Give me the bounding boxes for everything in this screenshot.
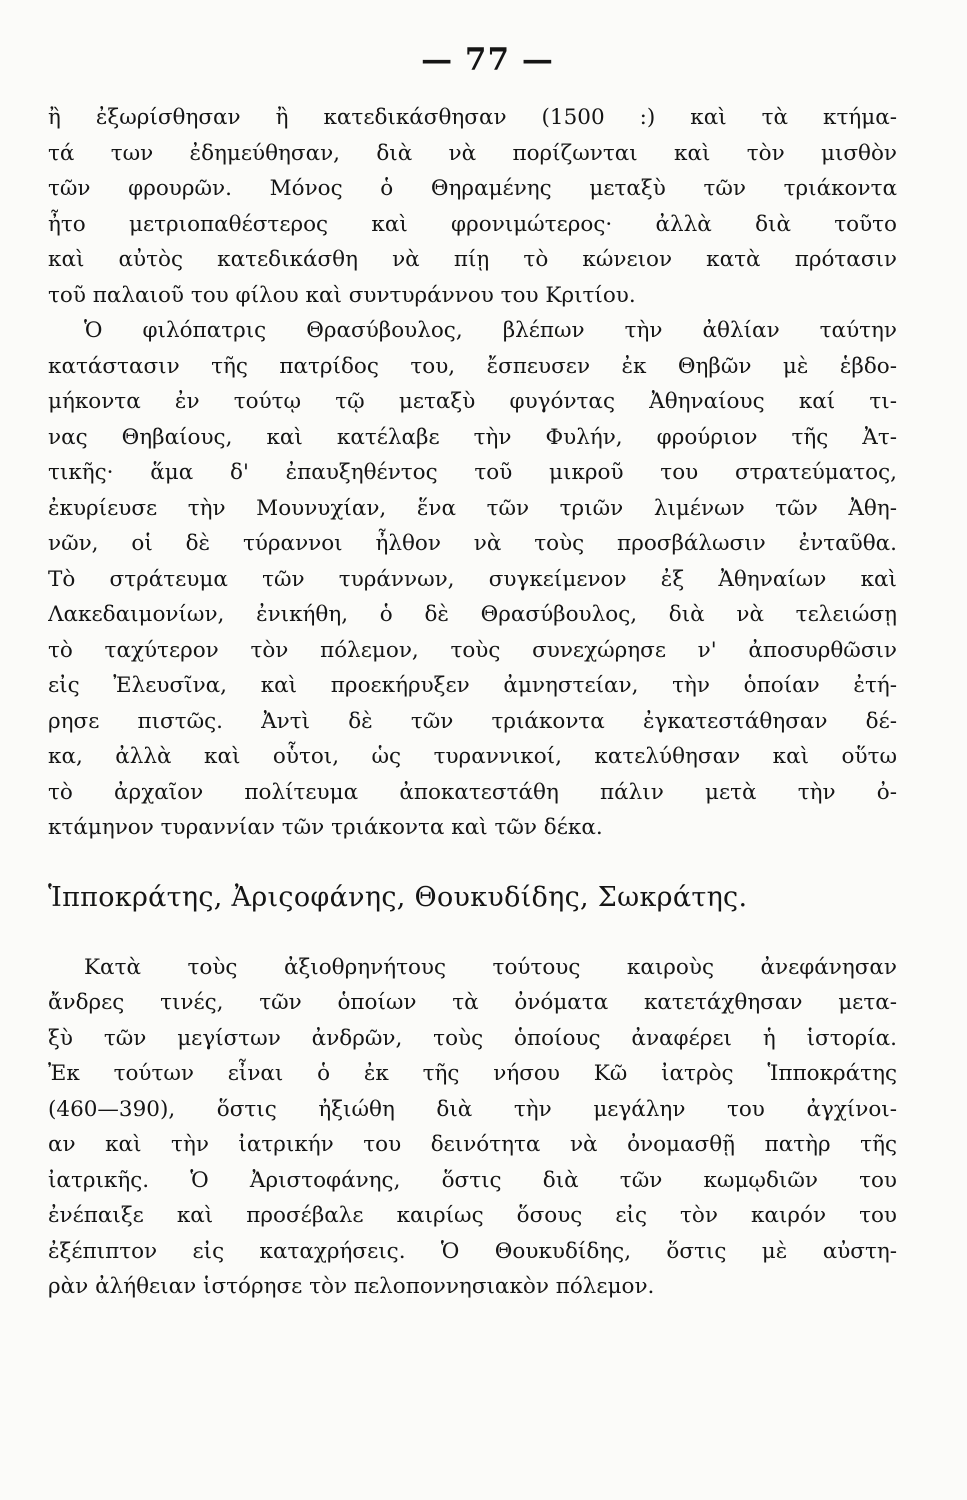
text-line: ἰατρικῆς. Ὁ Ἀριστοφάνης, ὅστις διὰ τῶν κωμῳδιῶν του: [48, 1167, 897, 1193]
section-heading: Ἱπποκράτης, Ἀριςοφάνης, Θουκυδίδης, Σωκράτης.: [48, 881, 748, 913]
paragraph-1: [48, 100, 897, 313]
text-line: τὸ ταχύτερον τὸν πόλεμον, τοὺς συνεχώρησε ν' ἀποσυρθῶσιν: [48, 637, 897, 663]
text-line: τοῦ παλαιοῦ του φίλου καὶ συντυράννου του Κριτίου.: [48, 282, 636, 308]
text-line: τῶν φρουρῶν. Μόνος ὁ Θηραμένης μεταξὺ τῶν τριάκοντα: [48, 176, 897, 201]
text-line: καὶ αὐτὸς κατεδικάσθη νὰ πίῃ τὸ κώνειον κατὰ πρότασιν: [48, 247, 897, 272]
text-line: ἦτο μετριοπαθέστερος καὶ φρονιμώτερος· ἀλλὰ διὰ τοῦτο: [48, 211, 897, 237]
text-line: ἐνέπαιξε καὶ προσέβαλε καιρίως ὅσους εἰς τὸν καιρόν του: [48, 1203, 897, 1228]
text-line: ἄνδρες τινές, τῶν ὁποίων τὰ ὀνόματα κατετάχθησαν μετα-: [48, 990, 897, 1015]
text-line: Ἐκ τούτων εἶναι ὁ ἐκ τῆς νήσου Κῶ ἰατρὸς Ἱπποκράτης: [48, 1061, 897, 1086]
text-line: τὸ ἀρχαῖον πολίτευμα ἀποκατεστάθη πάλιν μετὰ τὴν ὀ-: [48, 779, 897, 805]
text-line: εἰς Ἐλευσῖνα, καὶ προεκήρυξεν ἀμνηστείαν, τὴν ὁποίαν ἐτή-: [48, 673, 897, 698]
text-line: ξὺ τῶν μεγίστων ἀνδρῶν, τοὺς ὁποίους ἀναφέρει ἡ ἱστορία.: [48, 1025, 897, 1051]
text-line: Τὸ στράτευμα τῶν τυράννων, συγκείμενον ἐξ Ἀθηναίων καὶ: [48, 566, 897, 592]
text-line: Ὁ φιλόπατρις Θρασύβουλος, βλέπων τὴν ἀθλίαν ταύτην: [84, 318, 897, 343]
text-line: ρησε πιστῶς. Ἀντὶ δὲ τῶν τριάκοντα ἐγκατεστάθησαν δέ-: [48, 708, 897, 734]
text-line: ρὰν ἀλήθειαν ἱστόρησε τὸν πελοποννησιακὸν πόλεμον.: [48, 1274, 655, 1299]
text-line: αν καὶ τὴν ἰατρικήν του δεινότητα νὰ ὀνομασθῇ πατὴρ τῆς: [48, 1132, 897, 1157]
text-line: Κατὰ τοὺς ἀξιοθρηνήτους τούτους καιροὺς ἀνεφάνησαν: [84, 954, 897, 980]
text-line: τά των ἐδημεύθησαν, διὰ νὰ πορίζωνται καὶ τὸν μισθὸν: [48, 140, 897, 166]
text-line: ἐκυρίευσε τὴν Μουνυχίαν, ἕνα τῶν τριῶν λιμένων τῶν Ἀθη-: [48, 495, 897, 521]
text-line: μήκοντα ἐν τούτῳ τῷ μεταξὺ φυγόντας Ἀθηναίους καί τι-: [48, 389, 897, 414]
text-line: κτάμηνον τυραννίαν τῶν τριάκοντα καὶ τῶν δέκα.: [48, 815, 603, 840]
paragraph-3: [48, 950, 897, 1305]
text-line: κατάστασιν τῆς πατρίδος του, ἔσπευσεν ἐκ Θηβῶν μὲ ἑβδο-: [48, 353, 897, 379]
text-line: νας Θηβαίους, καὶ κατέλαβε τὴν Φυλήν, φρούριον τῆς Ἀτ-: [48, 424, 897, 450]
page-number: — 77 —: [421, 42, 554, 78]
text-line: (460—390), ὅστις ἠξιώθη διὰ τὴν μεγάλην του ἀγχίνοι-: [48, 1096, 897, 1122]
paragraph-2: [48, 313, 897, 846]
text-line: ἐξέπιπτον εἰς καταχρήσεις. Ὁ Θουκυδίδης, ὅστις μὲ αὐστη-: [48, 1238, 897, 1264]
text-line: ἢ ἐξωρίσθησαν ἢ κατεδικάσθησαν (1500 :) καὶ τὰ κτήμα-: [48, 105, 897, 130]
text-line: Λακεδαιμονίων, ἐνικήθη, ὁ δὲ Θρασύβουλος, διὰ νὰ τελειώσῃ: [48, 602, 897, 627]
text-line: κα, ἀλλὰ καὶ οὗτοι, ὡς τυραννικοί, κατελύθησαν καὶ οὕτω: [48, 744, 897, 769]
text-line: τικῆς· ἅμα δ' ἐπαυξηθέντος τοῦ μικροῦ του στρατεύματος,: [48, 460, 897, 485]
text-line: νῶν, οἱ δὲ τύραννοι ἦλθον νὰ τοὺς προσβάλωσιν ἐνταῦθα.: [48, 531, 897, 556]
